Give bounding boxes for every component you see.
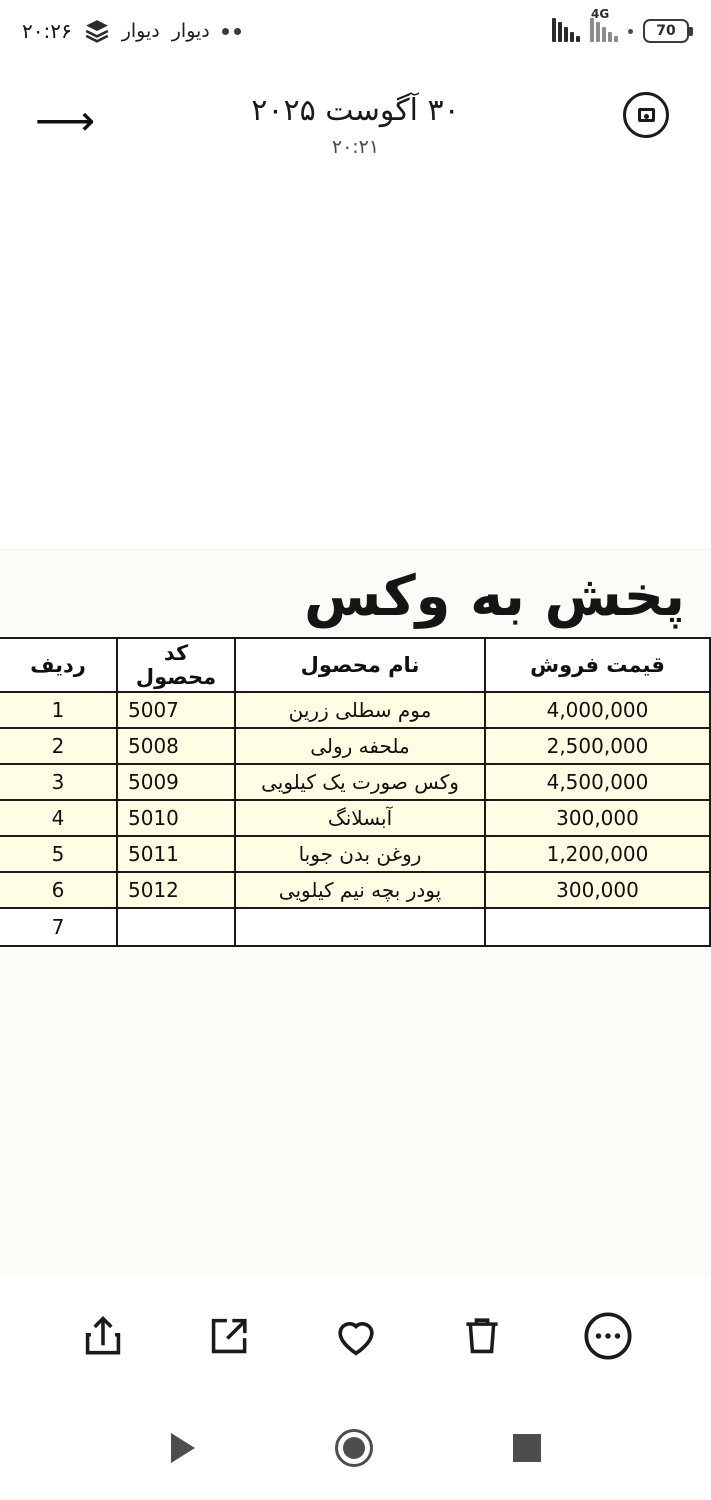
document-blank-bottom <box>0 947 711 1277</box>
edit-icon[interactable] <box>204 1311 254 1361</box>
cell-code: 5012 <box>117 872 235 908</box>
battery-level-label: 70 <box>656 23 676 39</box>
signal-bars-icon <box>552 20 580 42</box>
photo-date-block <box>90 90 621 158</box>
cell-code: 5009 <box>117 764 235 800</box>
table-row <box>0 908 710 946</box>
cell-name: روغن بدن جوبا <box>235 836 485 872</box>
table-row <box>0 764 710 800</box>
photo-content[interactable] <box>0 217 711 1277</box>
cell-name: آبسلانگ <box>235 800 485 836</box>
table-header-name: نام محصول <box>235 638 485 692</box>
table-row <box>0 836 710 872</box>
cell-code <box>117 908 235 946</box>
cell-code: 5011 <box>117 836 235 872</box>
cell-price: 300,000 <box>485 872 710 908</box>
system-navigation-bar <box>0 1395 711 1500</box>
table-row <box>0 728 710 764</box>
table-header-row <box>0 638 710 692</box>
recents-square-icon[interactable] <box>513 1434 541 1462</box>
cell-row-no: 2 <box>0 728 117 764</box>
signal-bars-icon <box>590 20 618 42</box>
cell-name: موم سطلی زرین <box>235 692 485 728</box>
table-row <box>0 872 710 908</box>
home-circle-icon[interactable] <box>335 1429 373 1467</box>
trash-icon[interactable] <box>457 1311 507 1361</box>
cell-row-no: 5 <box>0 836 117 872</box>
cell-price: 4,500,000 <box>485 764 710 800</box>
status-bar <box>0 0 711 62</box>
camera-info-button[interactable] <box>621 90 671 140</box>
back-triangle-icon[interactable] <box>171 1433 195 1463</box>
document-scan <box>0 550 711 1277</box>
charging-dot-icon <box>628 29 633 34</box>
back-button[interactable] <box>34 90 96 145</box>
status-bar-right <box>22 18 241 44</box>
heart-icon[interactable] <box>330 1310 382 1362</box>
network-generation-label: 4G <box>591 7 610 21</box>
table-row <box>0 800 710 836</box>
notification-app-label-2: دیوار <box>121 20 160 42</box>
cell-price: 300,000 <box>485 800 710 836</box>
share-icon[interactable] <box>78 1311 128 1361</box>
cell-row-no: 7 <box>0 908 117 946</box>
document-title: پخش به وکس <box>303 564 685 629</box>
status-bar-left <box>552 7 689 43</box>
notification-app-label-1: دیوار <box>171 20 210 42</box>
product-price-table <box>0 637 711 947</box>
photo-blank-area <box>0 217 711 550</box>
cell-price: 1,200,000 <box>485 836 710 872</box>
camera-circle-icon[interactable] <box>623 92 669 138</box>
table-header-code: کد محصول <box>117 638 235 692</box>
signal-group-2 <box>552 20 580 42</box>
delete-button[interactable] <box>453 1307 511 1365</box>
cell-row-no: 6 <box>0 872 117 908</box>
cell-name: وکس صورت یک کیلویی <box>235 764 485 800</box>
table-header-row-no: ردیف <box>0 638 117 692</box>
table-header-price: قیمت فروش <box>485 638 710 692</box>
photo-action-bar <box>0 1277 711 1395</box>
cell-row-no: 3 <box>0 764 117 800</box>
cell-price <box>485 908 710 946</box>
favorite-button[interactable] <box>327 1307 385 1365</box>
layers-icon <box>84 18 110 44</box>
cell-row-no: 4 <box>0 800 117 836</box>
table-row <box>0 692 710 728</box>
cell-name: پودر بچه نیم کیلویی <box>235 872 485 908</box>
cell-name: ملحفه رولی <box>235 728 485 764</box>
signal-group-1 <box>590 7 618 42</box>
cell-name <box>235 908 485 946</box>
cell-code: 5010 <box>117 800 235 836</box>
cell-code: 5008 <box>117 728 235 764</box>
cell-price: 2,500,000 <box>485 728 710 764</box>
more-options-button[interactable] <box>579 1307 637 1365</box>
edit-button[interactable] <box>200 1307 258 1365</box>
battery-icon <box>643 19 689 43</box>
photo-date-label: ۳۰ آگوست ۲۰۲۵ <box>251 93 460 128</box>
photo-time-label: ۲۰:۲۱ <box>331 135 380 158</box>
status-bar-clock: ۲۰:۲۶ <box>22 19 72 43</box>
share-button[interactable] <box>74 1307 132 1365</box>
two-dots-icon <box>222 28 241 35</box>
arrow-right-icon[interactable]: ⟶ <box>34 96 96 145</box>
more-options-icon[interactable] <box>582 1310 634 1362</box>
cell-price: 4,000,000 <box>485 692 710 728</box>
cell-row-no: 1 <box>0 692 117 728</box>
cell-code: 5007 <box>117 692 235 728</box>
photo-viewer-header <box>0 62 711 217</box>
